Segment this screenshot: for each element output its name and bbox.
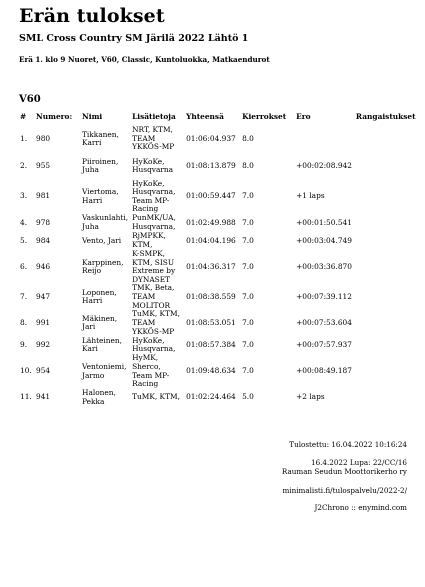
cell-laps: 8.0 bbox=[242, 133, 254, 143]
cell-diff: +00:01:50.541 bbox=[296, 217, 352, 227]
table-row bbox=[18, 310, 418, 336]
cell-name: Lähteinen, Kari bbox=[82, 335, 123, 354]
event-title: SML Cross Country SM Järilä 2022 Lähtö 1 bbox=[19, 33, 249, 44]
header-position: # bbox=[20, 112, 27, 121]
table-row bbox=[18, 250, 418, 284]
cell-info: HyKoKe, Husqvarna bbox=[132, 156, 174, 175]
cell-number: 991 bbox=[36, 318, 51, 328]
header-diff: Ero bbox=[296, 112, 311, 121]
class-heading: V60 bbox=[19, 94, 41, 105]
cell-laps: 7.0 bbox=[242, 366, 254, 376]
cell-total: 01:06:04.937 bbox=[186, 133, 236, 143]
header-total: Yhteensä bbox=[186, 112, 224, 121]
cell-info: PunMK/UA, Husqvarna, bbox=[132, 213, 176, 231]
cell-number: 947 bbox=[36, 292, 51, 302]
cell-penalties bbox=[354, 336, 418, 354]
table-row bbox=[18, 180, 418, 214]
cell-name: Vento, Jari bbox=[82, 235, 122, 245]
cell-diff: +00:02:08.942 bbox=[296, 160, 352, 170]
cell-info: TuMK, KTM, bbox=[132, 392, 180, 402]
page-title: Erän tulokset bbox=[19, 5, 165, 27]
header-info: Lisätietoja bbox=[132, 112, 176, 121]
cell-position: 11. bbox=[20, 392, 32, 402]
cell-name: Vaskunlahti, Juha bbox=[82, 213, 129, 231]
cell-name: Tikkanen, Karri bbox=[82, 129, 119, 148]
cell-penalties bbox=[354, 126, 418, 153]
cell-position: 4. bbox=[20, 217, 28, 227]
header-laps: Kierrokset bbox=[242, 112, 287, 121]
cell-total: 01:04:04.196 bbox=[186, 235, 236, 245]
cell-name: Karppinen, Reijo bbox=[82, 257, 124, 276]
cell-diff: +00:07:53.604 bbox=[296, 318, 352, 328]
cell-laps: 5.0 bbox=[242, 392, 254, 402]
heat-description: Erä 1. klo 9 Nuoret, V60, Classic, Kuntoluokka, Matkaendurot bbox=[19, 55, 270, 64]
software-credit: J2Chrono :: enymind.com bbox=[314, 503, 407, 512]
results-body bbox=[18, 126, 418, 407]
cell-penalties bbox=[354, 284, 418, 310]
cell-penalties bbox=[354, 180, 418, 214]
cell-number: 955 bbox=[36, 160, 51, 170]
cell-diff: +2 laps bbox=[296, 392, 325, 402]
date-permit: 16.4.2022 Lupa: 22/CC/16 bbox=[311, 458, 407, 467]
cell-name: Piiroinen, Juha bbox=[82, 156, 119, 175]
cell-total: 01:04:36.317 bbox=[186, 261, 236, 271]
cell-laps: 7.0 bbox=[242, 217, 254, 227]
organizer-name: Rauman Seudun Moottorikerho ry bbox=[281, 466, 407, 476]
table-row bbox=[18, 126, 418, 153]
cell-number: 980 bbox=[36, 133, 51, 143]
cell-position: 8. bbox=[20, 318, 28, 328]
cell-penalties bbox=[354, 232, 418, 250]
cell-total: 01:08:57.384 bbox=[186, 340, 236, 350]
cell-position: 5. bbox=[20, 235, 28, 245]
cell-number: 978 bbox=[36, 217, 51, 227]
table-row bbox=[18, 214, 418, 232]
results-table bbox=[18, 113, 418, 407]
cell-penalties bbox=[354, 310, 418, 336]
header-penalties: Rangaistukset bbox=[355, 112, 416, 121]
cell-info: HyKoKe, Husqvarna, bbox=[132, 335, 176, 354]
cell-penalties bbox=[354, 153, 418, 180]
cell-laps: 7.0 bbox=[242, 340, 254, 350]
cell-position: 10. bbox=[20, 366, 32, 376]
table-row bbox=[18, 232, 418, 250]
cell-total: 01:02:24.464 bbox=[186, 392, 236, 402]
cell-number: 954 bbox=[36, 366, 51, 376]
cell-number: 992 bbox=[36, 340, 51, 350]
header-name: Nimi bbox=[82, 112, 103, 121]
cell-total: 01:02:49.988 bbox=[186, 217, 236, 227]
organizer-block bbox=[282, 459, 407, 477]
cell-diff: +00:08:49.187 bbox=[296, 366, 352, 376]
cell-penalties bbox=[354, 214, 418, 232]
cell-total: 01:09:48.634 bbox=[186, 366, 236, 376]
cell-number: 946 bbox=[36, 261, 51, 271]
cell-penalties bbox=[354, 354, 418, 388]
table-row bbox=[18, 354, 418, 388]
cell-total: 01:08:13.879 bbox=[186, 160, 236, 170]
cell-info: NRT, KTM, TEAM YKKÖS-MP bbox=[132, 125, 175, 152]
cell-number: 941 bbox=[36, 392, 51, 402]
cell-position: 7. bbox=[20, 292, 28, 302]
cell-name: Ventoniemi, Jarmo bbox=[82, 361, 127, 380]
cell-position: 9. bbox=[20, 340, 28, 350]
cell-laps: 7.0 bbox=[242, 235, 254, 245]
cell-info: HyMK, Sherco, Team MP-Racing bbox=[132, 353, 170, 389]
table-row bbox=[18, 336, 418, 354]
table-row bbox=[18, 153, 418, 180]
cell-total: 01:08:38.559 bbox=[186, 292, 236, 302]
cell-position: 6. bbox=[20, 261, 28, 271]
cell-laps: 7.0 bbox=[242, 292, 254, 302]
cell-name: Mäkinen, Jari bbox=[82, 313, 118, 332]
cell-position: 2. bbox=[20, 160, 28, 170]
cell-info: RjMPKK, KTM, bbox=[132, 231, 166, 249]
cell-penalties bbox=[354, 250, 418, 284]
cell-position: 1. bbox=[20, 133, 28, 143]
cell-diff: +00:03:04.749 bbox=[296, 235, 352, 245]
cell-name: Viertoma, Harri bbox=[82, 187, 119, 205]
cell-total: 01:00:59.447 bbox=[186, 191, 236, 201]
cell-info: TuMK, KTM, TEAM YKKÖS-MP bbox=[132, 309, 180, 336]
cell-position: 3. bbox=[20, 191, 28, 201]
cell-info: HyKoKe, Husqvarna, Team MP-Racing bbox=[132, 178, 176, 214]
cell-laps: 7.0 bbox=[242, 261, 254, 271]
table-row bbox=[18, 389, 418, 407]
cell-laps: 8.0 bbox=[242, 160, 254, 170]
cell-diff bbox=[294, 126, 354, 153]
cell-diff: +1 laps bbox=[296, 191, 325, 201]
results-url[interactable]: minimalisti.fi/tulospalvelu/2022-2/ bbox=[282, 486, 407, 495]
table-row bbox=[18, 284, 418, 310]
cell-number: 984 bbox=[36, 235, 51, 245]
printed-timestamp: Tulostettu: 16.04.2022 10:16:24 bbox=[289, 440, 407, 449]
cell-info: K-SMPK, KTM, SISU Extreme by DYNASET bbox=[132, 248, 176, 284]
cell-number: 981 bbox=[36, 191, 51, 201]
cell-diff: +00:03:36.870 bbox=[296, 261, 352, 271]
cell-laps: 7.0 bbox=[242, 191, 254, 201]
header-number: Numero: bbox=[36, 112, 73, 121]
cell-name: Halonen, Pekka bbox=[82, 388, 116, 406]
cell-diff: +00:07:57.937 bbox=[296, 340, 352, 350]
cell-total: 01:08:53.051 bbox=[186, 318, 236, 328]
cell-info: TMK, Beta, TEAM MOLITOR bbox=[132, 283, 175, 310]
cell-penalties bbox=[354, 389, 418, 407]
cell-laps: 7.0 bbox=[242, 318, 254, 328]
cell-diff: +00:07:39.112 bbox=[296, 292, 352, 302]
table-header-row bbox=[18, 113, 418, 126]
cell-name: Loponen, Harri bbox=[82, 287, 117, 306]
